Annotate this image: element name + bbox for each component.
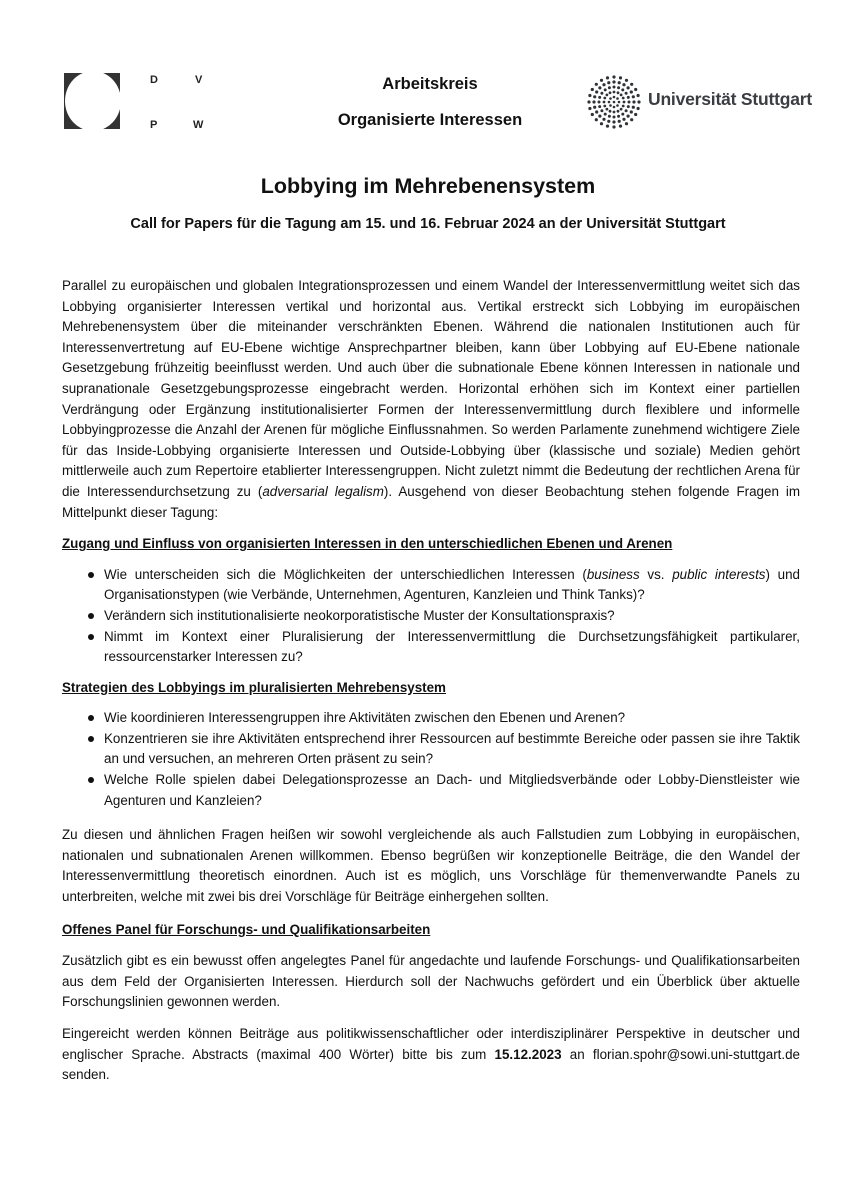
intro-paragraph bbox=[62, 276, 800, 523]
submission-deadline: 15.12.2023 bbox=[494, 1046, 562, 1062]
dvpw-letter-v: V bbox=[195, 74, 203, 86]
invitation-paragraph: Zu diesen und ähnlichen Fragen heißen wir sowohl vergleichende als auch Fallstudien zum Lobbying in europäischen, nationalen und subnationalen Arenen willkommen. Ebenso begrüßen wir konzeptionelle Beiträge, die den Wandel der Interessenvermittlung theoretisch einordnen. Auch ist es möglich, uns Vorschläge für themenverwandte Panels zu unterbreiten, welche mit zwei bis drei Vorschläge für Beiträge einhergehen sollten. bbox=[62, 827, 800, 905]
university-dot-pattern-icon bbox=[586, 74, 642, 130]
intro-text-2: ). Ausgehend von dieser Beobachtung stehen folgende Fragen im Mittelpunkt dieser Tagung: bbox=[62, 483, 800, 520]
dvpw-letter-p: P bbox=[150, 119, 158, 131]
open-panel-paragraph: Zusätzlich gibt es ein bewusst offen angelegtes Panel für angedachte und laufende Forschungs- und Qualifikationsarbeiten aus dem Feld der Organisierten Interessen. Hierdurch soll der Nachwuchs gefördert und ein Überblick über aktuelle Forschungslinien gewonnen werden. bbox=[62, 953, 800, 1010]
bullet-text: vs. bbox=[639, 566, 673, 582]
bullet-icon bbox=[88, 613, 94, 619]
bullet-icon bbox=[88, 572, 94, 578]
document-title: Lobbying im Mehrebenensystem bbox=[260, 174, 596, 198]
list-item bbox=[62, 606, 800, 627]
submission-text-3: senden. bbox=[62, 1067, 110, 1083]
italic-term: business bbox=[586, 566, 640, 582]
document-body bbox=[62, 276, 800, 1086]
intro-italic-term: adversarial legalism bbox=[262, 483, 384, 499]
contact-email-link[interactable]: florian.spohr@sowi.uni-stuttgart.de bbox=[592, 1046, 800, 1062]
list-item bbox=[62, 729, 800, 770]
intro-text-1: Parallel zu europäischen und globalen Integrationsprozessen und einem Wandel der Interessenvermittlung weitet sich das Lobbying organisierter Interessen vertikal und horizontal aus. Vertikal erstreckt sich Lobbying im europäischen Mehrebenensystem über die miteinander verschränkten Ebenen. Während die nationalen Institutionen auch für Interessenvertretung auf EU-Ebene wichtige Ansprechpartner bleiben, kann über Lobbying auf EU-Ebene nationale Gesetzgebung frühzeitig beeinflusst werden. Und auch über die subnationale Ebene können Interessen in nationale und supranationale Gesetzgebungsprozesse eingebracht werden. Horizontal erhöhen sich im Kontext einer partiellen Verdrängung oder Ergänzung institutionalisierter Formen der Interessenvermittlung durch flexiblere und informelle Lobbyingprozesse die Anzahl der Arenen für mögliche Einflussnahmen. So werden Parlamente zunehmend wichtigere Ziele für das Inside-Lobbying organisierte Interessen und Outside-Lobbying über (klassische und soziale) Medien gehört mittlerweile auch zum Repertoire etablierter Interessengruppen. Nicht zuletzt nimmt die Bedeutung der rechtlichen Arena für die Interessendurchsetzung zu ( bbox=[62, 278, 800, 499]
submission-text-2: an bbox=[561, 1046, 593, 1062]
bullet-icon bbox=[88, 715, 94, 721]
bullet-text: Welche Rolle spielen dabei Delegationsprozesse an Dach- und Mitgliedsverbände oder Lobby-Dienstleister wie Agenturen und Kanzleien? bbox=[104, 772, 800, 808]
bullet-icon bbox=[88, 777, 94, 783]
bullet-text: Wie unterscheiden sich die Möglichkeiten der unterschiedlichen Interessen ( bbox=[104, 566, 587, 582]
bullet-text: Verändern sich institutionalisierte neokorporatistische Muster der Konsultationspraxis? bbox=[104, 607, 615, 623]
section-heading-open-panel: Offenes Panel für Forschungs- und Qualifikationsarbeiten bbox=[62, 921, 431, 937]
working-group-line2: Organisierte Interessen bbox=[337, 111, 523, 129]
bullet-icon bbox=[88, 634, 94, 640]
list-item bbox=[62, 627, 800, 668]
submission-text-1: Eingereicht werden können Beiträge aus politikwissenschaftlicher oder interdisziplinärer Perspektive in deutscher und englischer Sprache. Abstracts (maximal 400 Wörter) bitte bis zum bbox=[62, 1026, 800, 1062]
bullet-text: Konzentrieren sie ihre Aktivitäten entsprechend ihrer Ressourcen auf bestimmte Bereiche oder passen sie ihre Taktik an und versuchen, an mehreren Orten präsent zu sein? bbox=[104, 730, 800, 767]
question-list-strategies bbox=[62, 708, 800, 811]
working-group-line1: Arbeitskreis bbox=[382, 75, 478, 93]
dvpw-letter-d: D bbox=[150, 74, 158, 86]
section-heading-access: Zugang und Einfluss von organisierten Interessen in den unterschiedlichen Ebenen und Arenen bbox=[62, 536, 673, 552]
dvpw-logo-icon bbox=[64, 73, 120, 129]
working-group-heading bbox=[300, 74, 560, 146]
bullet-text: ) und Organisationstypen (wie Verbände, Unternehmen, Agenturen, Kanzleien und Think Tanks)? bbox=[104, 566, 800, 603]
dvpw-letter-w: W bbox=[193, 119, 204, 131]
submission-paragraph bbox=[62, 1024, 800, 1086]
bullet-icon bbox=[88, 736, 94, 742]
bullet-text: Wie koordinieren Interessengruppen ihre Aktivitäten zwischen den Ebenen und Arenen? bbox=[104, 710, 626, 726]
list-item bbox=[62, 770, 800, 811]
university-name: Universität Stuttgart bbox=[648, 89, 813, 109]
bullet-text: Nimmt im Kontext einer Pluralisierung der Interessenvermittlung die Durchsetzungsfähigkeit partikularer, ressourcenstarker Interessen zu? bbox=[104, 628, 800, 665]
italic-term: public interests bbox=[672, 566, 766, 582]
document-subtitle: Call for Papers für die Tagung am 15. und 16. Februar 2024 an der Universität Stuttgart bbox=[130, 216, 726, 232]
question-list-access bbox=[62, 565, 800, 668]
list-item bbox=[62, 565, 800, 606]
list-item bbox=[62, 708, 800, 729]
section-heading-strategies: Strategien des Lobbyings im pluralisierten Mehrebensystem bbox=[62, 679, 446, 695]
university-logo bbox=[586, 74, 826, 130]
